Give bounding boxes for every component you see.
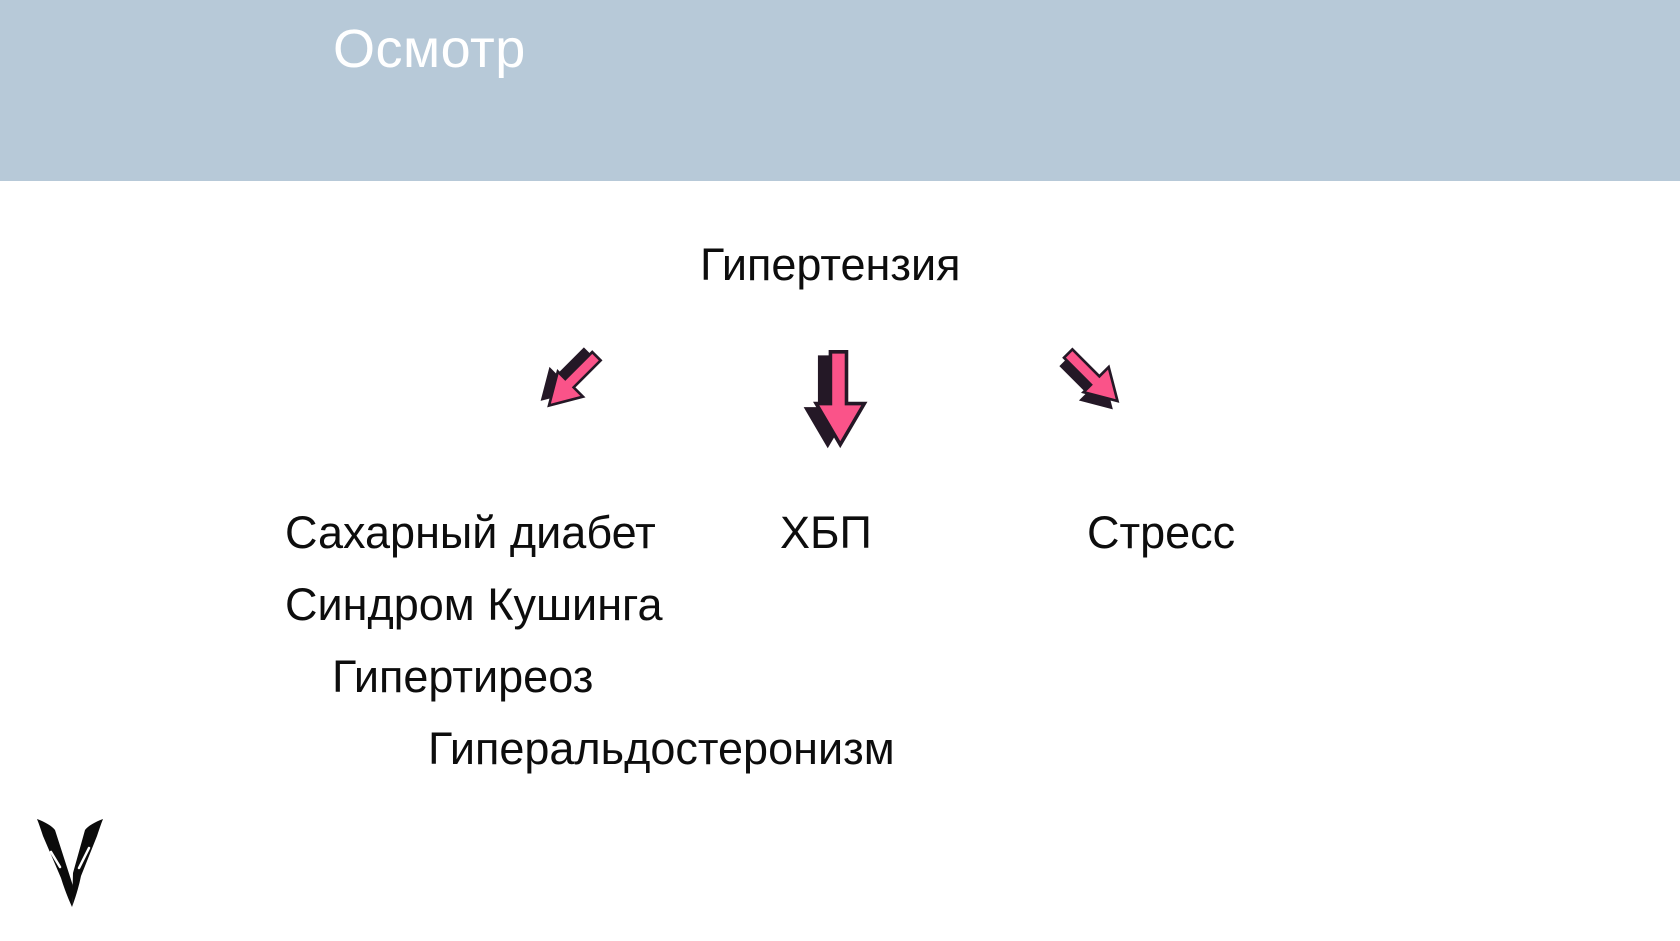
down-arrow-icon	[800, 350, 868, 450]
down-right-arrow-icon	[1047, 337, 1135, 425]
slide-title: Осмотр	[333, 19, 526, 79]
cause-item: Гипертиреоз	[332, 651, 594, 702]
diagram-root-label: Гипертензия	[700, 239, 961, 290]
v-logo-icon	[35, 818, 105, 913]
middle-cause: ХБП	[780, 507, 872, 558]
cause-item: Сахарный диабет	[285, 507, 656, 558]
cause-item: Гиперальдостеронизм	[428, 723, 895, 774]
right-cause: Стресс	[1087, 507, 1236, 558]
cause-item: Синдром Кушинга	[285, 579, 663, 630]
header-band	[0, 0, 1680, 181]
down-left-arrow-icon	[525, 335, 613, 423]
